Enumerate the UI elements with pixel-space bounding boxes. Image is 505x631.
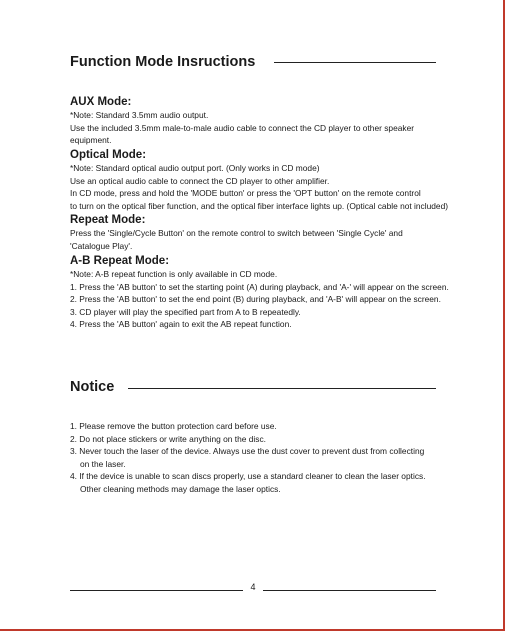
repeat-mode-line: Press the 'Single/Cycle Button' on the remote control to switch between 'Single Cycle' and: [70, 228, 403, 238]
notice-section-title: Notice: [70, 379, 115, 395]
ab-repeat-mode-line: 4. Press the 'AB button' again to exit the AB repeat function.: [70, 319, 292, 329]
notice-item: 3. Never touch the laser of the device. Always use the dust cover to prevent dust from collecting: [70, 446, 425, 456]
ab-repeat-mode-line: *Note: A-B repeat function is only available in CD mode.: [70, 269, 278, 279]
notice-item: 4. If the device is unable to scan discs properly, use a standard cleaner to clean the laser optics.: [70, 471, 426, 481]
notice-item: 1. Please remove the button protection card before use.: [70, 421, 277, 431]
ab-repeat-mode-line: 2. Press the 'AB button' to set the end point (B) during playback, and 'A-B' will appear on the screen.: [70, 294, 441, 304]
repeat-mode-block: [70, 213, 465, 252]
page-number: 4: [250, 582, 256, 592]
aux-mode-line: *Note: Standard 3.5mm audio output.: [70, 110, 209, 120]
notice-title-rule: [128, 388, 436, 389]
notice-item: 2. Do not place stickers or write anything on the disc.: [70, 433, 266, 444]
notice-list: [70, 420, 465, 495]
aux-mode-line: Use the included 3.5mm male-to-male audio cable to connect the CD player to other speaker: [70, 122, 415, 133]
ab-repeat-mode-heading: A-B Repeat Mode:: [70, 255, 170, 267]
aux-mode-heading: AUX Mode:: [70, 96, 132, 108]
optical-mode-block: [70, 148, 465, 212]
optical-mode-line: Use an optical audio cable to connect the CD player to other amplifier.: [70, 175, 330, 186]
optical-mode-line: *Note: Standard optical audio output port. (Only works in CD mode): [70, 163, 320, 173]
notice-item-continuation: on the laser.: [80, 458, 126, 469]
optical-mode-heading: Optical Mode:: [70, 149, 147, 161]
repeat-mode-line: 'Catalogue Play'.: [70, 240, 133, 251]
optical-mode-line: to turn on the optical fiber function, and the optical fiber interface lights up. (Optical cable not included): [70, 200, 449, 211]
function-title-rule: [274, 62, 436, 63]
repeat-mode-heading: Repeat Mode:: [70, 214, 146, 226]
ab-repeat-mode-block: [70, 254, 465, 331]
footer-rule-left: [70, 590, 243, 591]
ab-repeat-mode-line: 1. Press the 'AB button' to set the starting point (A) during playback, and 'A-' will appear on the screen.: [70, 281, 449, 292]
aux-mode-line: equipment.: [70, 135, 112, 145]
function-section-title: Function Mode Insructions: [70, 54, 256, 70]
optical-mode-line: In CD mode, press and hold the 'MODE button' or press the 'OPT button' on the remote control: [70, 188, 421, 198]
ab-repeat-mode-line: 3. CD player will play the specified part from A to B repeatedly.: [70, 306, 301, 317]
footer-rule-right: [263, 590, 436, 591]
aux-mode-block: [70, 95, 465, 147]
notice-item-continuation: Other cleaning methods may damage the laser optics.: [80, 483, 281, 494]
